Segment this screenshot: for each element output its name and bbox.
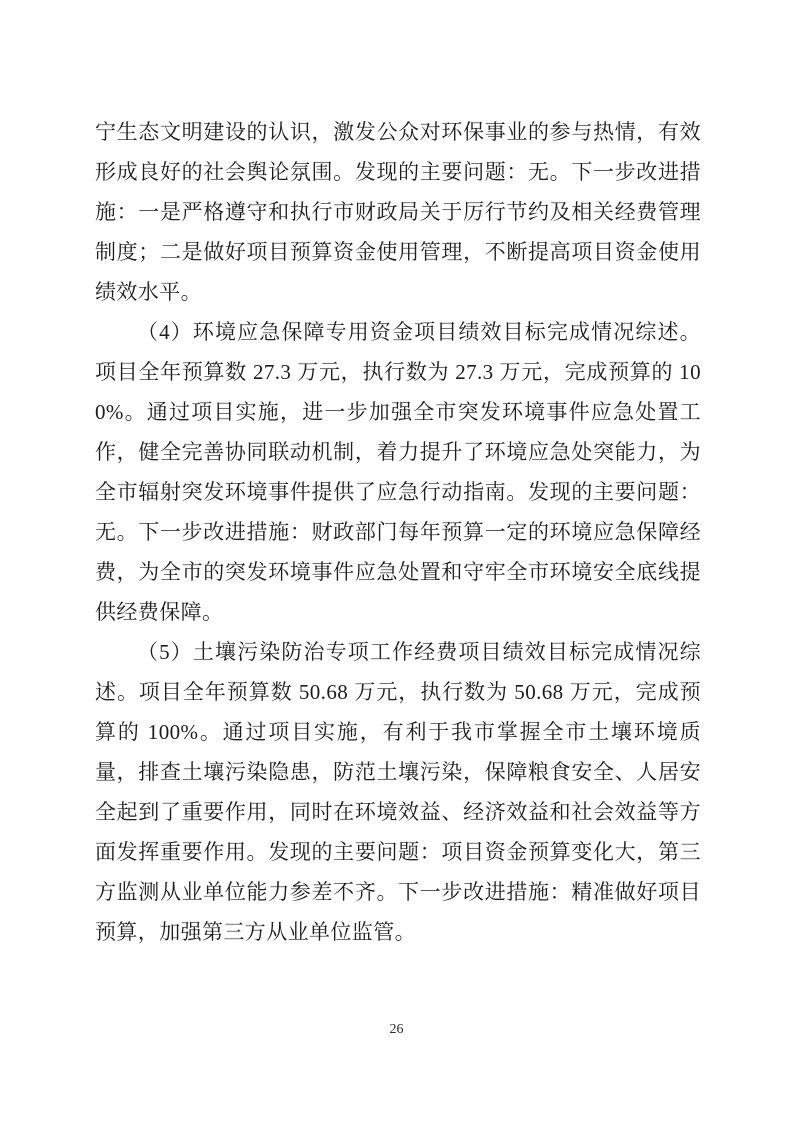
paragraph-item-5-soil-pollution: （5）土壤污染防治专项工作经费项目绩效目标完成情况综述。项目全年预算数 50.68 万元，执行数为 50.68 万元，完成预算的 100%。通过项目实施，有利于我市掌握全市土壤环境质量，排查土壤污染隐患，防范土壤污染，保障粮食安全、人居安全起到了重要作用，同时在环境效益、经济效益和社会效益等方面发挥重要作用。发现的主要问题：项目资金预算变化大，第三方监测从业单位能力参差不齐。下一步改进措施：精准做好项目预算，加强第三方从业单位监管。 [95,640,701,944]
paragraph-item-4-environment-emergency: （4）环境应急保障专用资金项目绩效目标完成情况综述。项目全年预算数 27.3 万元，执行数为 27.3 万元，完成预算的 100%。通过项目实施，进一步加强全市突发环境事件应急处置工作，健全完善协同联动机制，着力提升了环境应急处突能力，为全市辐射突发环境事件提供了应急行动指南。发现的主要问题：无。下一步改进措施：财政部门每年预算一定的环境应急保障经费，为全市的突发环境事件应急处置和守牢全市环境安全底线提供经费保障。 [95,320,701,624]
document-body [95,112,701,952]
paragraph-continuation: 宁生态文明建设的认识，激发公众对环保事业的参与热情，有效形成良好的社会舆论氛围。发现的主要问题：无。下一步改进措施：一是严格遵守和执行市财政局关于厉行节约及相关经费管理制度；二是做好项目预算资金使用管理，不断提高项目资金使用绩效水平。 [95,120,701,304]
page-number: 26 [389,1022,404,1037]
